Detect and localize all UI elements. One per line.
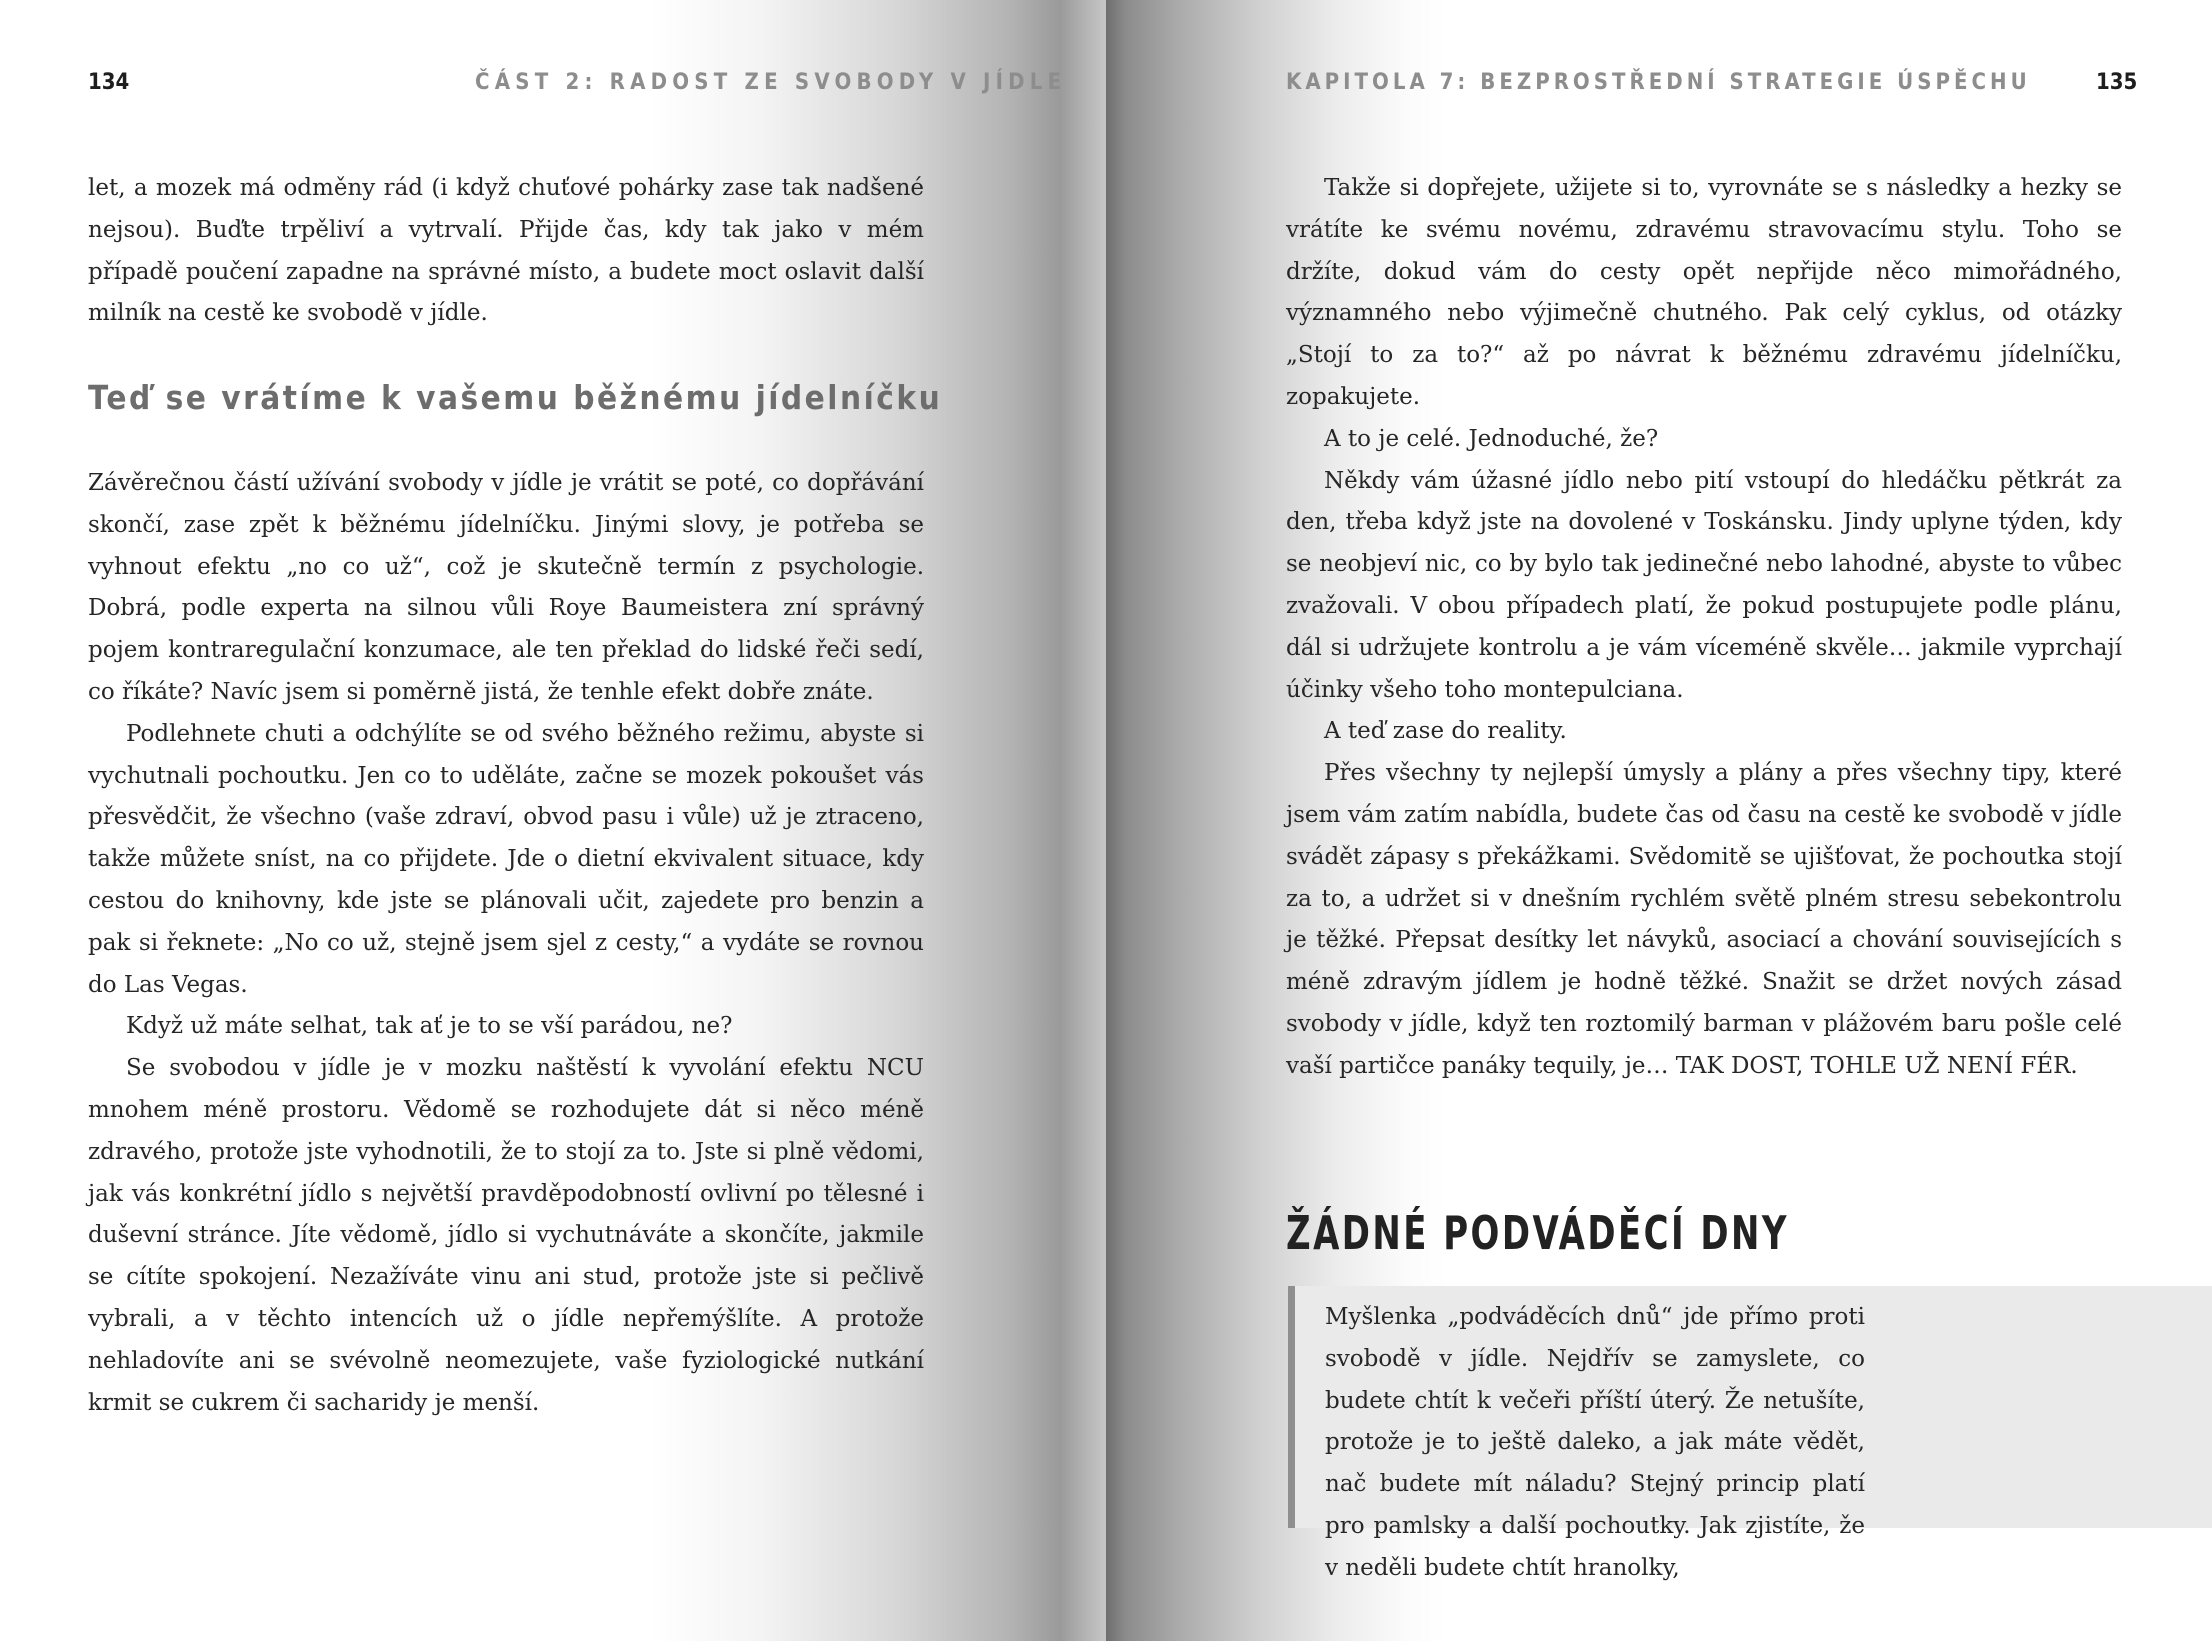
right-body-text: [1286, 168, 2122, 1088]
right-page-number: 135: [2096, 70, 2138, 95]
right-section-heading: ŽÁDNÉ PODVÁDĚCÍ DNY: [1286, 1206, 1789, 1260]
left-body-text: [88, 463, 924, 1424]
left-intro-paragraph: let, a mozek má odměny rád (i když chuťové pohárky zase tak nadšené nejsou). Buďte trpěliví a vytrvalí. Přijde čas, kdy tak jako v mém případě poučení zapadne na správné místo, a budete moct oslavit další milník na cestě ke svobodě v jídle.: [88, 175, 924, 327]
left-paragraph-2: Podlehnete chuti a odchýlíte se od svého běžného režimu, abyste si vychutnali pochoutku. Jen co to uděláte, začne se mozek pokoušet vás přesvědčit, že všechno (vaše zdraví, obvod pasu i vůle) už je ztraceno, takže můžete sníst, na co přijdete. Jde o dietní ekvivalent situace, kdy cestou do knihovny, kde jste se plánovali učit, zajedete pro benzin a pak si řeknete: „No co už, stejně jsem sjel z cesty,“ a vydáte se rovnou do Las Vegas.: [88, 720, 924, 998]
right-paragraph-1: Takže si dopřejete, užijete si to, vyrovnáte se s následky a hezky se vrátíte ke svému novému, zdravému stravovacímu stylu. Toho se držíte, dokud vám do cesty opět nepřijde něco mimořádného, významného nebo výjimečně chutného. Pak celý cyklus, od otázky „Stojí to za to?“ až po návrat k běžnému zdravému jídelníčku, zopakujete.: [1286, 175, 2122, 410]
left-subheading: Teď se vrátíme k vašemu běžnému jídelníčku: [88, 378, 943, 417]
left-intro-block: [88, 168, 924, 335]
left-paragraph-4: Se svobodou v jídle je v mozku naštěstí k vyvolání efektu NCU mnohem méně prostoru. Vědomě se rozhodujete dát si něco méně zdravého, protože jste vyhodnotili, že to stojí za to. Jste si plně vědomi, jak vás konkrétní jídlo s největší pravděpodobností ovlivní po tělesné i duševní stránce. Jíte vědomě, jídlo si vychutnáváte a skončíte, jakmile se cítíte spokojení. Nezažíváte vinu ani stud, protože jste si pečlivě vybrali, a v těchto intencích už o jídle nepřemýšlíte. A protože nehladovíte ani se svévolně neomezujete, vaše fyziologické nutkání krmit se cukrem či sacharidy je menší.: [88, 1055, 924, 1416]
right-paragraph-3: Někdy vám úžasné jídlo nebo pití vstoupí do hledáčku pětkrát za den, třeba když jste na dovolené v Toskánsku. Jindy uplyne týden, kdy se neobjeví nic, co by bylo tak jedinečné nebo lahodné, abyste to vůbec zvažovali. V obou případech platí, že pokud postupujete podle plánu, dál si udržujete kontrolu a je vám víceméně skvěle… jakmile vyprchají účinky všeho toho montepulciana.: [1286, 467, 2122, 703]
sidebar-box: [1288, 1286, 2212, 1581]
right-paragraph-2: A to je celé. Jednoduché, že?: [1324, 425, 1659, 452]
right-paragraph-4: A teď zase do reality.: [1324, 718, 1567, 745]
right-page: [1106, 0, 2212, 1641]
right-running-head: KAPITOLA 7: BEZPROSTŘEDNÍ STRATEGIE ÚSPĚCHU: [1286, 70, 2031, 95]
left-paragraph-1: Závěrečnou částí užívání svobody v jídle je vrátit se poté, co dopřávání skončí, zase zpět k běžnému jídelníčku. Jinými slovy, je potřeba se vyhnout efektu „no co už“, což je skutečně termín z psychologie. Dobrá, podle experta na silnou vůli Roye Baumeistera zní správný pojem kontraregulační konzumace, ale ten překlad do lidské řeči sedí, co říkáte? Navíc jsem si poměrně jistá, že tenhle efekt dobře znáte.: [88, 470, 924, 705]
right-paragraph-5: Přes všechny ty nejlepší úmysly a plány a přes všechny tipy, které jsem vám zatím nabídla, budete čas od času na cestě ke svobodě v jídle svádět zápasy s překážkami. Svědomitě se ujišťovat, že pochoutka stojí za to, a udržet si v dnešním rychlém světě plném stresu sebekontrolu je těžké. Přepsat desítky let návyků, asociací a chování souvisejících s méně zdravým jídlem je hodně těžké. Snažit se držet nových zásad svobody v jídle, když ten roztomilý barman v plážovém baru pošle celé vaší partičce panáky tequily, je… TAK DOST, TOHLE UŽ NENÍ FÉR.: [1286, 760, 2122, 1079]
left-running-head: ČÁST 2: RADOST ZE SVOBODY V JÍDLE: [475, 70, 1067, 95]
left-page-number: 134: [88, 70, 130, 95]
left-paragraph-3: Když už máte selhat, tak ať je to se vší parádou, ne?: [126, 1013, 733, 1040]
sidebar-paragraph: Myšlenka „podváděcích dnů“ jde přímo proti svobodě v jídle. Nejdřív se zamyslete, co budete chtít k večeři příští úterý. Že netušíte, protože je to ještě daleko, a jak máte vědět, nač budete mít náladu? Stejný princip platí pro pamlsky a další pochoutky. Jak zjistíte, že v neděli budete chtít hranolky,: [1325, 1304, 1865, 1581]
sidebar-text-block: [1325, 1297, 1865, 1590]
